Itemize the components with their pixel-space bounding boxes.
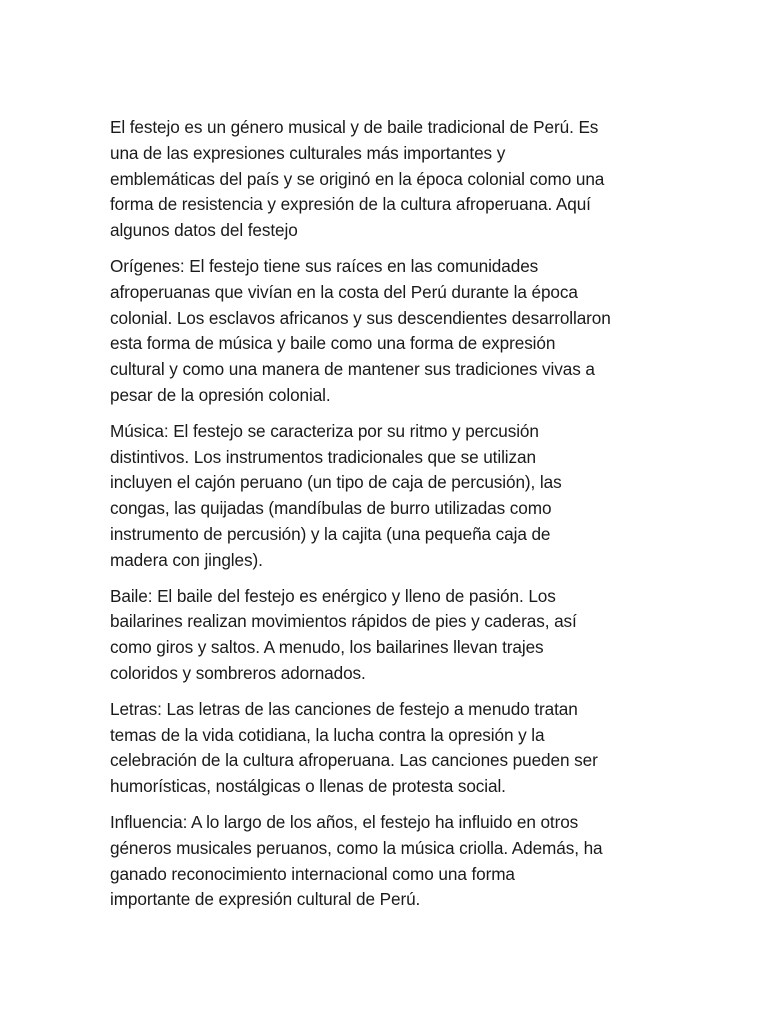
paragraph-letras	[110, 697, 658, 800]
text-line: distintivos. Los instrumentos tradicionales que se utilizan	[110, 446, 536, 467]
text-line: instrumento de percusión) y la cajita (una pequeña caja de	[110, 523, 551, 544]
text-line: una de las expresiones culturales más importantes y	[110, 142, 506, 163]
text-line: madera con jingles).	[110, 549, 263, 570]
text-line: incluyen el cajón peruano (un tipo de caja de percusión), las	[110, 472, 562, 493]
paragraph-origenes	[110, 254, 658, 409]
text-line: Letras: Las letras de las canciones de festejo a menudo tratan	[110, 698, 578, 719]
paragraph-musica	[110, 419, 658, 574]
text-line: temas de la vida cotidiana, la lucha contra la opresión y la	[110, 724, 545, 745]
text-line: pesar de la opresión colonial.	[110, 384, 331, 405]
text-line: congas, las quijadas (mandíbulas de burro utilizadas como	[110, 498, 552, 519]
text-line: El festejo es un género musical y de baile tradicional de Perú. Es	[110, 117, 599, 137]
text-line: algunos datos del festejo	[110, 220, 298, 241]
paragraph-intro	[110, 115, 658, 244]
text-line: coloridos y sombreros adornados.	[110, 662, 366, 683]
text-line: humorísticas, nostálgicas o llenas de protesta social.	[110, 776, 506, 797]
text-line: emblemáticas del país y se originó en la época colonial como una	[110, 168, 605, 189]
text-line: como giros y saltos. A menudo, los bailarines llevan trajes	[110, 637, 544, 658]
document-body	[110, 115, 658, 923]
paragraph-baile	[110, 584, 658, 687]
text-line: bailarines realizan movimientos rápidos de pies y caderas, así	[110, 611, 577, 632]
text-line: afroperuanas que vivían en la costa del Perú durante la época	[110, 281, 578, 302]
text-line: Música: El festejo se caracteriza por su ritmo y percusión	[110, 420, 539, 441]
text-line: ganado reconocimiento internacional como una forma	[110, 863, 515, 884]
paragraph-influencia	[110, 810, 658, 913]
text-line: Baile: El baile del festejo es enérgico y lleno de pasión. Los	[110, 585, 556, 606]
text-line: colonial. Los esclavos africanos y sus descendientes desarrollaron	[110, 307, 611, 328]
text-line: importante de expresión cultural de Perú.	[110, 889, 421, 910]
text-line: cultural y como una manera de mantener sus tradiciones vivas a	[110, 359, 595, 380]
text-line: Influencia: A lo largo de los años, el festejo ha influido en otros	[110, 811, 579, 832]
text-line: Orígenes: El festejo tiene sus raíces en las comunidades	[110, 255, 539, 276]
text-line: forma de resistencia y expresión de la cultura afroperuana. Aquí	[110, 194, 591, 215]
text-line: géneros musicales peruanos, como la música criolla. Además, ha	[110, 837, 603, 858]
text-line: celebración de la cultura afroperuana. Las canciones pueden ser	[110, 750, 598, 771]
text-line: esta forma de música y baile como una forma de expresión	[110, 333, 556, 354]
